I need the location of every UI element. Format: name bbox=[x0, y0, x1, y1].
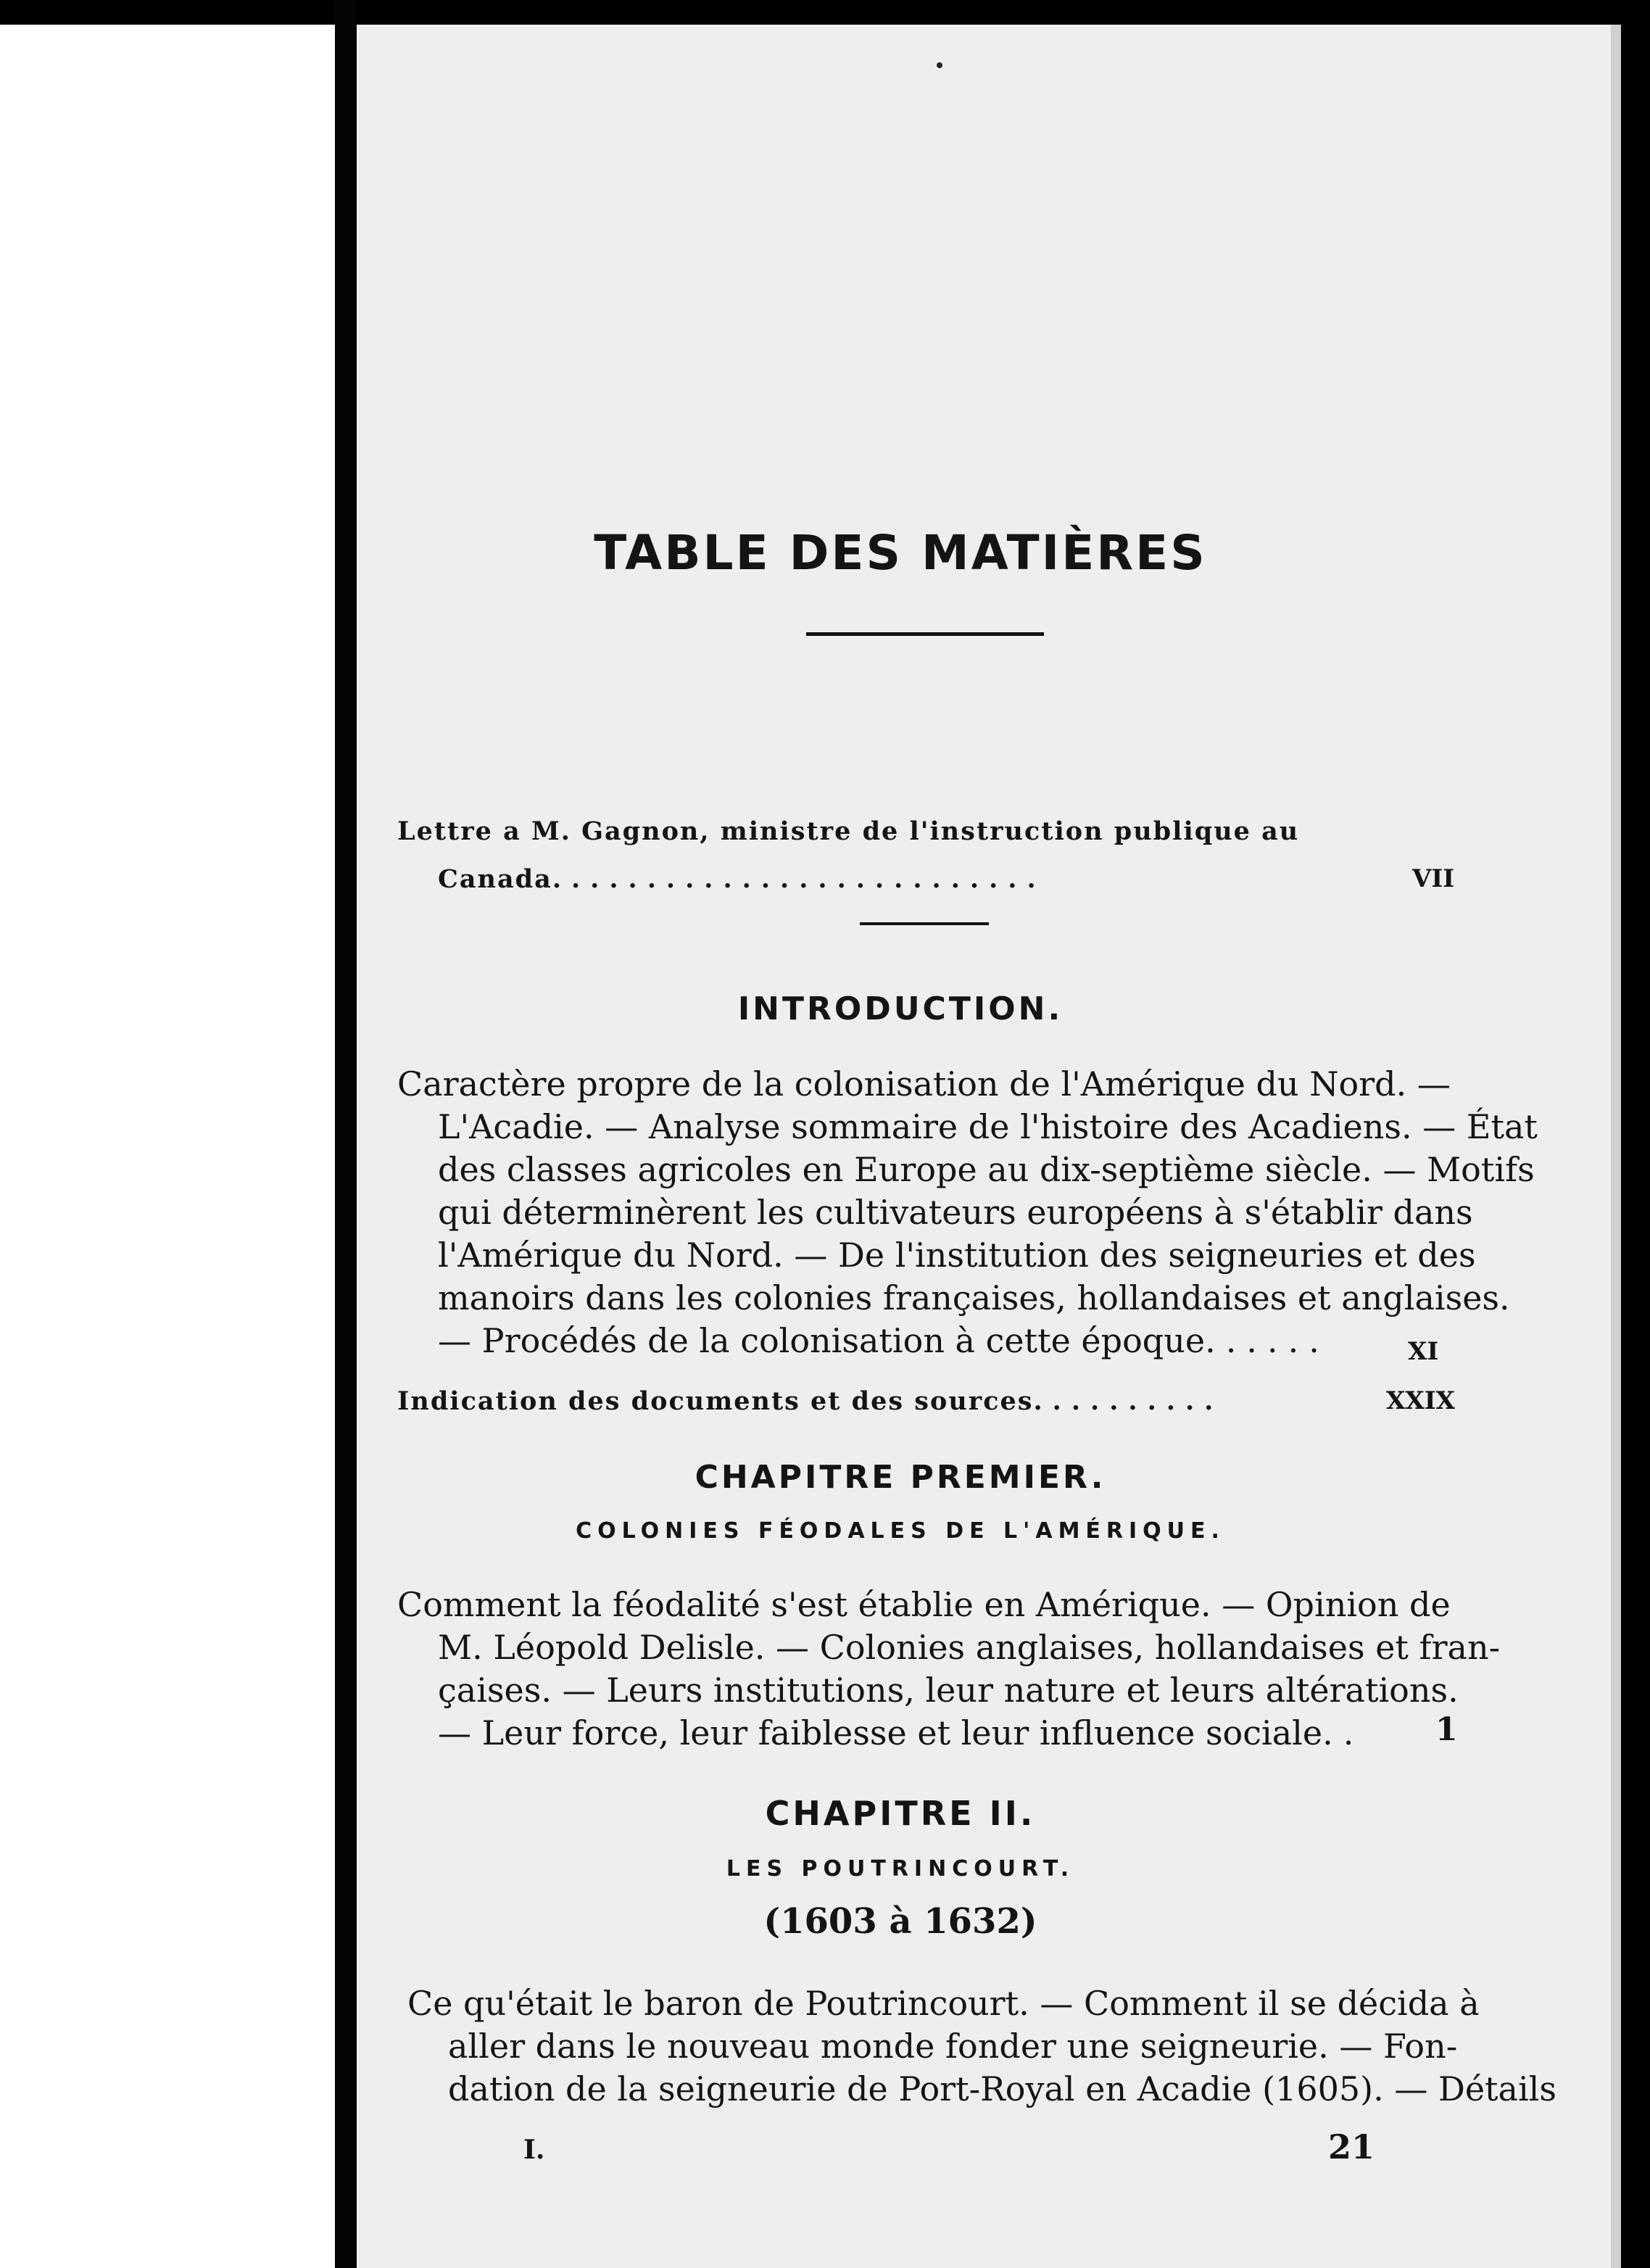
toc-page-lettre: VII bbox=[1412, 864, 1455, 893]
chapter-1-line: — Leur force, leur faiblesse et leur influence sociale bbox=[438, 1713, 1323, 1752]
ink-speck bbox=[937, 62, 942, 68]
book-page bbox=[357, 25, 1621, 2268]
chapter-1-subtitle: COLONIES FÉODALES DE L'AMÉRIQUE. bbox=[576, 1518, 1225, 1544]
signature-number: 21 bbox=[1328, 2127, 1375, 2166]
leader-dots: ...... bbox=[1205, 1321, 1330, 1360]
toc-entry-indication bbox=[397, 1386, 1223, 1416]
intro-line: — Procédés de la colonisation à cette époque bbox=[438, 1321, 1206, 1360]
left-blank-page bbox=[0, 25, 335, 2268]
toc-entry-lettre-text: Canada bbox=[438, 864, 552, 894]
section-rule bbox=[860, 922, 989, 925]
toc-entry-lettre-line2 bbox=[438, 864, 1046, 894]
introduction-summary bbox=[397, 1063, 1538, 1362]
toc-page-indication: XXIX bbox=[1386, 1386, 1456, 1415]
introduction-heading: INTRODUCTION. bbox=[737, 990, 1064, 1027]
chapter-2-line: aller dans le nouveau monde fonder une seigneurie. — Fon- bbox=[448, 2027, 1458, 2066]
chapter-2-summary bbox=[407, 1982, 1556, 2111]
chapter-2-line: Ce qu'était le baron de Poutrincourt. — Comment il se décida à bbox=[407, 1984, 1480, 2023]
page-title: TABLE DES MATIÈRES bbox=[594, 525, 1207, 581]
page-edge bbox=[1611, 25, 1621, 2268]
intro-line: L'Acadie. — Analyse sommaire de l'histoire des Acadiens. — État bbox=[438, 1107, 1538, 1146]
leader-dots: .. bbox=[1322, 1713, 1364, 1752]
chapter-2-dates: (1603 à 1632) bbox=[763, 1901, 1037, 1942]
toc-entry-lettre-line1: Lettre a M. Gagnon, ministre de l'instruction publique au bbox=[397, 816, 1300, 846]
leader-dots: .......... bbox=[1033, 1386, 1224, 1416]
intro-line: l'Amérique du Nord. — De l'institution des seigneuries et des bbox=[438, 1236, 1476, 1275]
chapter-2-line: dation de la seigneurie de Port-Royal en Acadie (1605). — Détails bbox=[448, 2069, 1556, 2108]
intro-line: des classes agricoles en Europe au dix-septième siècle. — Motifs bbox=[438, 1150, 1535, 1189]
book-binding bbox=[335, 0, 357, 2268]
title-rule bbox=[806, 632, 1044, 636]
scan-top-border bbox=[0, 0, 1650, 25]
leader-dots: .......................... bbox=[552, 864, 1046, 894]
chapter-1-heading: CHAPITRE PREMIER. bbox=[695, 1459, 1106, 1496]
intro-line: Caractère propre de la colonisation de l'Amérique du Nord. — bbox=[397, 1064, 1451, 1104]
toc-page-chapter-1: 1 bbox=[1435, 1711, 1458, 1748]
toc-page-introduction: XI bbox=[1408, 1337, 1439, 1366]
chapter-1-line: M. Léopold Delisle. — Colonies anglaises, hollandaises et fran- bbox=[438, 1628, 1501, 1667]
scan-right-border bbox=[1621, 0, 1650, 2268]
chapter-2-heading: CHAPITRE II. bbox=[765, 1794, 1036, 1833]
chapter-1-line: çaises. — Leurs institutions, leur nature et leurs altérations. bbox=[438, 1671, 1459, 1710]
intro-line: manoirs dans les colonies françaises, hollandaises et anglaises. bbox=[438, 1278, 1510, 1317]
chapter-1-summary bbox=[397, 1584, 1501, 1755]
intro-line: qui déterminèrent les cultivateurs européens à s'établir dans bbox=[438, 1193, 1473, 1232]
chapter-1-line: Comment la féodalité s'est établie en Amérique. — Opinion de bbox=[397, 1585, 1451, 1624]
signature-mark: I. bbox=[523, 2135, 545, 2165]
toc-entry-indication-label: Indication des documents et des sources bbox=[397, 1386, 1034, 1416]
chapter-2-subtitle: LES POUTRINCOURT. bbox=[726, 1856, 1075, 1882]
